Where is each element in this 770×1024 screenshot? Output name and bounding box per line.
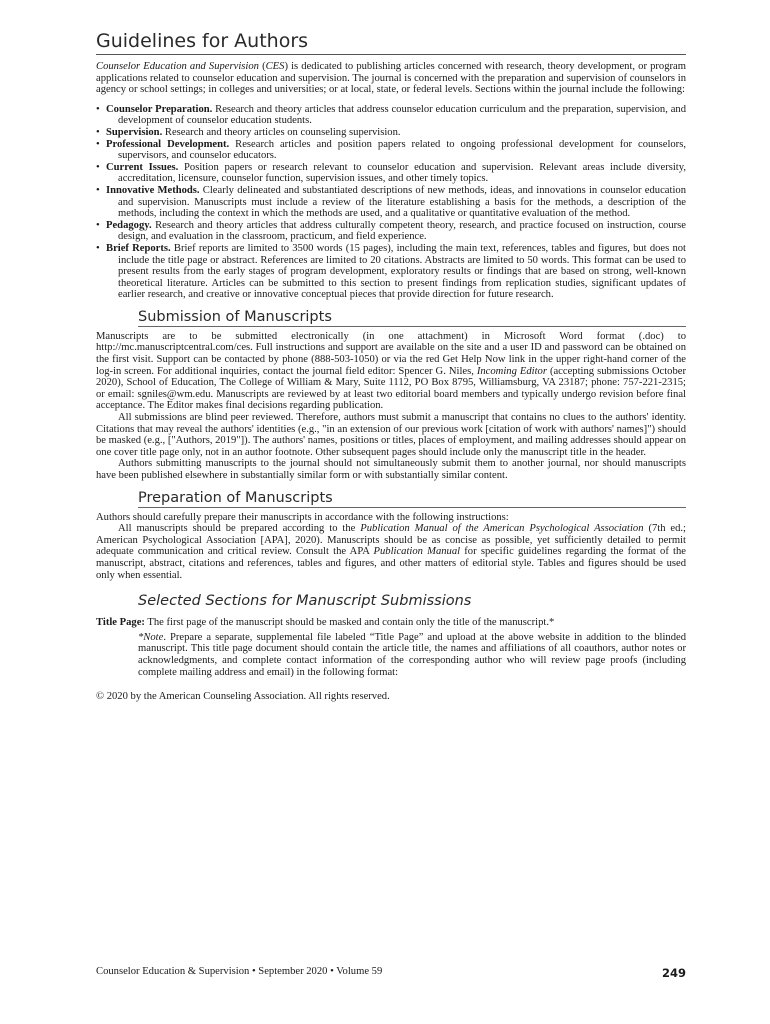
note-label: *Note	[138, 631, 164, 643]
section-text: Research and theory articles on counseling supervision.	[162, 126, 401, 138]
intro-paragraph: Counselor Education and Supervision (CES) is dedicated to publishing articles concerned with research, theory development, or program applications related to counselor education and supervision. The journal is concerned with the preparation and supervision of counselors in agency or school settings; in colleges and universities; or at local, state, or federal levels. Sections within the journal include the following:	[96, 61, 686, 96]
page-title: Guidelines for Authors	[96, 30, 686, 55]
submission-text-a: Manuscripts are to be submitted electronically (in one attachment) in Microsoft Word format (.doc) to http://mc.manuscriptcentral.com/ces. Full instructions and support are available on the site and a user ID and password can be obtained on the first visit. Support can be contacted by phone (888-503-1050) or via the red Get Help Now link in the upper right-hand corner of the log-in screen. For additional inquiries, contact the journal field editor: Spencer G. Niles,	[96, 330, 686, 377]
submission-paragraph-3: Authors submitting manuscripts to the journal should not simultaneously submit them to another journal, nor should manuscripts have been published elsewhere in substantially similar form or with substantially similar content.	[96, 458, 686, 481]
bullet-icon: •	[96, 138, 100, 150]
prep-text-b: (7th ed.; American Psychological Association [APA], 2020). Manuscripts should be as concise as possible, yet sufficiently detailed to permit adequate communication and critical review. Consult the APA	[96, 523, 687, 558]
list-item	[96, 185, 686, 220]
apa-manual-title: Publication Manual of the American Psychological Association	[360, 523, 644, 535]
list-item	[96, 104, 686, 127]
section-text: Position papers or research relevant to counselor education and supervision. Relevant areas include diversity, accreditation, licensure, counselor function, supervision issues, and other timely topics.	[118, 161, 686, 185]
journal-abbrev: CES	[265, 61, 285, 72]
section-title: Innovative Methods.	[106, 184, 200, 196]
list-item	[96, 243, 686, 301]
intro-text: is dedicated to publishing articles concerned with research, theory development, or program applications related to counselor education and supervision. The journal is concerned with the preparation and supervision of counselors in agency or school settings; in colleges and universities; or at local, state, or federal levels. Sections within the journal include the following:	[96, 61, 686, 96]
journal-name: Counselor Education and Supervision	[96, 61, 259, 72]
section-title: Professional Development.	[106, 138, 230, 150]
section-title: Brief Reports.	[106, 242, 171, 254]
section-text: Clearly delineated and substantiated descriptions of new methods, ideas, and innovations in counselor education and supervision. Manuscripts must include a review of the literature establishing a basis for the methods, a description of the methods, including the context in which the methods are used, and a qualitative or quantitative evaluation of the method.	[118, 184, 686, 220]
copyright-notice: © 2020 by the American Counseling Association. All rights reserved.	[96, 691, 390, 703]
page-footer	[96, 966, 686, 980]
title-page-note	[96, 632, 686, 678]
section-list	[96, 104, 686, 301]
publication-manual-title: Publication Manual	[373, 546, 461, 558]
title-page-label: Title Page:	[96, 617, 145, 629]
list-item	[96, 127, 686, 139]
section-text: Research articles and position papers related to ongoing professional development for counselors, supervisors, and counselor educators.	[118, 138, 686, 162]
bullet-icon: •	[96, 219, 100, 231]
selected-sections-heading: Selected Sections for Manuscript Submissions	[138, 593, 472, 610]
title-page-paragraph	[96, 617, 686, 629]
section-text: Brief reports are limited to 3500 words (15 pages), including the main text, references, tables and figures, but does not include the title page or abstract. References are limited to 20 citations. Abstracts are limited to 50 words. This format can be used to present results from the early stages of program development, exploratory results or findings that are based on strong, well-known theoretical literature. Articles can be submitted to this section to present findings from replication studies, significant updates of earlier research, and creative or innovative conceptual pieces that provide direction for future research.	[118, 242, 686, 301]
section-text: Research and theory articles that address counselor education curriculum and the preparation, supervision, and development of counselor education students.	[118, 103, 686, 127]
section-title: Counselor Preparation.	[106, 103, 213, 115]
bullet-icon: •	[96, 126, 100, 138]
preparation-paragraph-2	[96, 523, 686, 581]
footer-journal-info: Counselor Education & Supervision • September 2020 • Volume 59	[96, 966, 383, 977]
section-text: Research and theory articles that address culturally competent theory, research, and practice focused on instruction, course design, and evaluation in the classroom, practicum, and field experience.	[118, 219, 686, 243]
bullet-icon: •	[96, 184, 100, 196]
incoming-editor-label: Incoming Editor	[476, 365, 547, 377]
submission-heading: Submission of Manuscripts	[138, 309, 686, 327]
title-page-text: The first page of the manuscript should be masked and contain only the title of the manuscript.*	[144, 617, 555, 629]
bullet-icon: •	[96, 161, 100, 173]
list-item	[96, 162, 686, 185]
page-number: 249	[661, 966, 686, 980]
submission-paragraph-1	[96, 331, 686, 412]
submission-paragraph-2: All submissions are blind peer reviewed. Therefore, authors must submit a manuscript that contains no clues to the authors' identity. Citations that may reveal the authors' identities (e.g., "in an extension of our previous work [citation of work with authors' names]") should be masked (e.g., ["Authors, 2019"]). The authors' names, positions or titles, places of employment, and mailing addresses should appear on one cover title page only, not in an author footnote. Other subsequent pages should include only the manuscript title in the header.	[96, 412, 686, 458]
note-text: . Prepare a separate, supplemental file labeled “Title Page” and upload at the above website in addition to the blinded manuscript. This title page document should contain the article title, the names and affiliations of all coauthors, author notes or acknowledgments, and complete contact information of the corresponding author who will review page proofs (including complete mailing address and email) in the following format:	[138, 631, 686, 678]
bullet-icon: •	[96, 103, 100, 115]
bullet-icon: •	[96, 242, 100, 254]
section-title: Supervision.	[106, 126, 163, 138]
prep-text-c: for specific guidelines regarding the format of the manuscript, abstract, citations and references, tables and figures, and other matters of editorial style. Tables and figures should be used only when essential.	[96, 546, 686, 581]
section-title: Pedagogy.	[106, 219, 152, 231]
list-item	[96, 220, 686, 243]
prep-text-a: All manuscripts should be prepared according to the	[118, 523, 361, 535]
preparation-heading: Preparation of Manuscripts	[138, 490, 686, 508]
section-title: Current Issues.	[106, 161, 179, 173]
document-page	[96, 30, 686, 703]
preparation-paragraph-1: Authors should carefully prepare their manuscripts in accordance with the following instructions:	[96, 511, 509, 523]
list-item	[96, 139, 686, 162]
submission-text-b: (accepting submissions October 2020), School of Education, The College of William & Mary, Suite 1112, PO Box 8795, Williamsburg, VA 23187; phone: 757-221-2315; or email: sgniles@wm.edu. Manuscripts are reviewed by at least two editorial board members and typically undergo revision before final acceptance. The Editor makes final decisions regarding publication.	[96, 365, 686, 412]
